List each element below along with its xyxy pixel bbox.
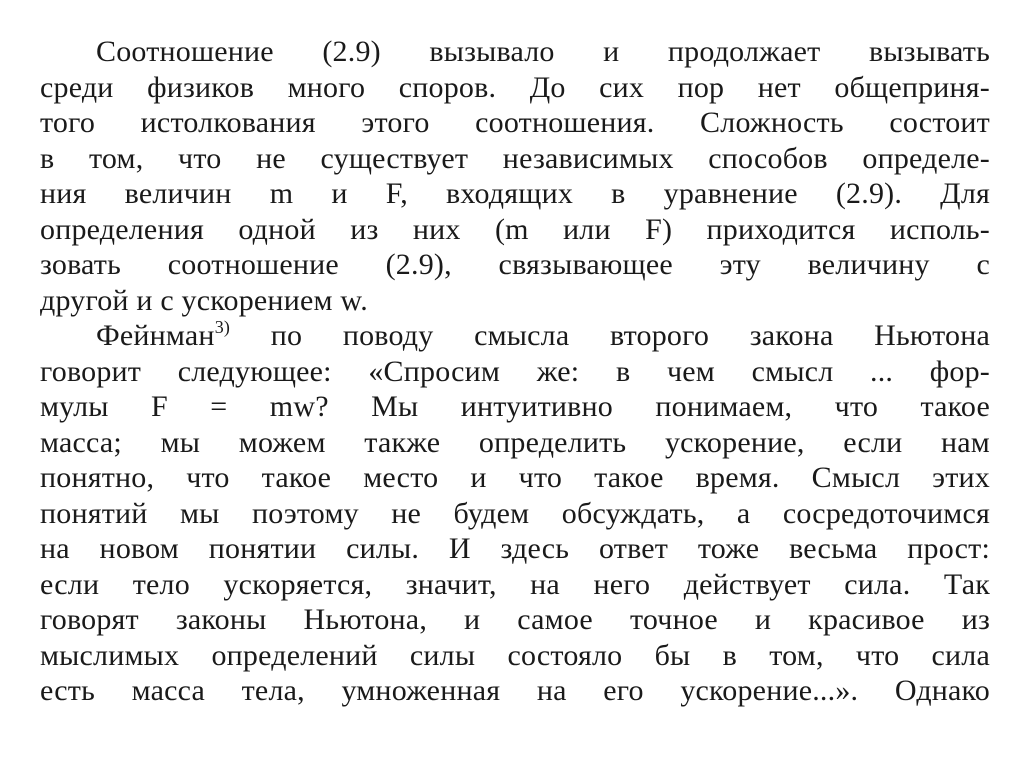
footnote-mark: 3) [214,317,231,337]
text-line-with-footnote [40,318,990,354]
text-line: на новом понятии силы. И здесь ответ тоже весьма прост: [40,532,990,565]
text-line: говорят законы Ньютона, и самое точное и красивое из [40,603,990,636]
text-line: понятий мы поэтому не будем обсуждать, а сосредоточимся [40,496,990,530]
text-line: если тело ускоряется, значит, на него действует сила. Так [40,567,990,601]
text-line: мыслимых определений силы состояло бы в том, что сила [40,638,990,672]
text-line: другой и с ускорением w. [40,283,368,317]
text-line: зовать соотношение (2.9), связывающее эту величину с [40,248,990,281]
text-line: мулы F = mw? Мы интуитивно понимаем, что такое [40,390,990,423]
text-line: масса; мы можем также определить ускорение, если нам [40,425,990,459]
text-line: Соотношение (2.9) вызывало и продолжает вызывать [96,35,990,68]
text-body [40,34,990,709]
text-line: понятно, что такое место и что такое время. Смысл этих [40,461,990,494]
text-line: среди физиков много споров. До сих пор нет общеприня- [40,70,990,104]
author-name: Фейнман [96,319,215,352]
text-line: определения одной из них (m или F) приходится исполь- [40,212,990,246]
first-line-rest: по поводу смысла второго закона Ньютона [270,319,990,352]
text-line: ния величин m и F, входящих в уравнение (2.9). Для [40,177,990,210]
text-line: того истолкования этого соотношения. Сложность состоит [40,106,990,139]
paragraph-2 [40,318,990,709]
text-line: в том, что не существует независимых способов определе- [40,141,990,175]
text-line: говорит следующее: «Спросим же: в чем смысл ... фор- [40,354,990,388]
text-line: есть масса тела, умноженная на его ускорение...». Однако [40,674,990,707]
paragraph-1 [40,34,990,318]
